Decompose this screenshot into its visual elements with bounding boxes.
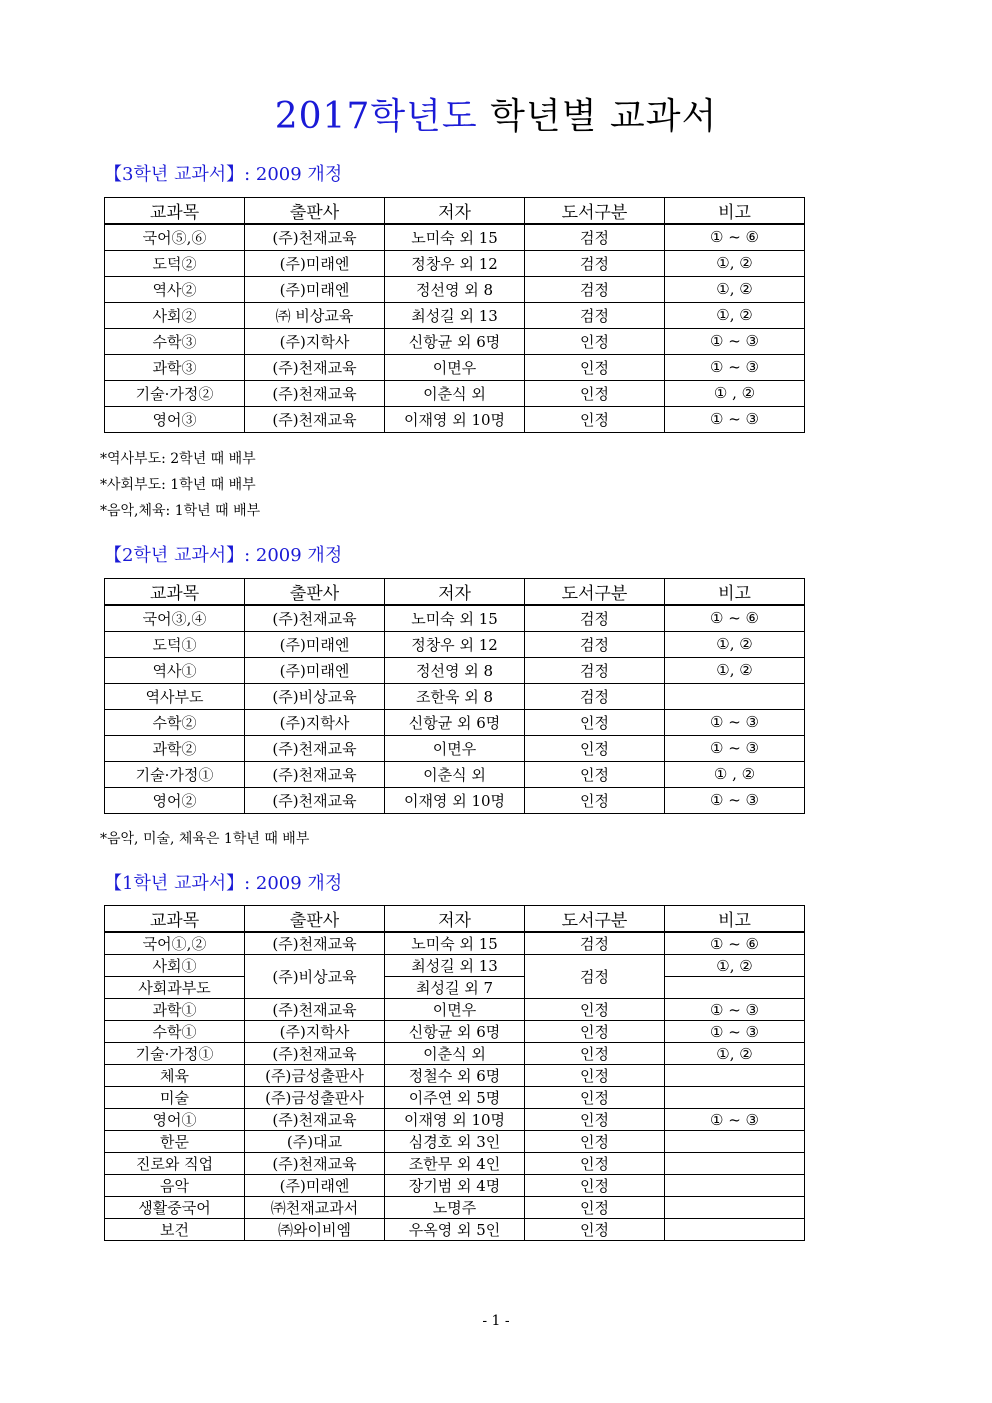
cell-publisher: (주)미래엔 [245, 631, 385, 657]
cell-remarks: ① ~ ⑥ [665, 224, 805, 250]
header-subject: 교과목 [105, 906, 245, 933]
cell-remarks [665, 977, 805, 999]
cell-publisher: (주)천재교육 [245, 605, 385, 631]
table-header-row [105, 906, 805, 933]
cell-subject: 사회① [105, 955, 245, 977]
cell-type: 인정 [525, 709, 665, 735]
cell-type: 인정 [525, 1065, 665, 1087]
cell-author: 노명주 [385, 1197, 525, 1219]
header-type: 도서구분 [525, 198, 665, 225]
header-publisher: 출판사 [245, 906, 385, 933]
table-row [105, 1043, 805, 1065]
cell-remarks: ① ~ ③ [665, 1021, 805, 1043]
header-subject: 교과목 [105, 198, 245, 225]
cell-author: 우옥영 외 5인 [385, 1219, 525, 1241]
table-row [105, 1197, 805, 1219]
cell-author: 이주연 외 5명 [385, 1087, 525, 1109]
cell-subject: 미술 [105, 1087, 245, 1109]
table-row [105, 977, 805, 999]
header-remarks: 비고 [665, 579, 805, 606]
header-publisher: 출판사 [245, 579, 385, 606]
cell-publisher: (주)비상교육 [245, 683, 385, 709]
header-type: 도서구분 [525, 579, 665, 606]
cell-remarks: ① ~ ③ [665, 406, 805, 432]
cell-remarks: ①, ② [665, 250, 805, 276]
cell-remarks: ① ~ ③ [665, 328, 805, 354]
cell-remarks: ①, ② [665, 302, 805, 328]
table-row [105, 302, 805, 328]
table-row [105, 1153, 805, 1175]
cell-publisher: (주)천재교육 [245, 1043, 385, 1065]
cell-publisher: (주)지학사 [245, 1021, 385, 1043]
cell-publisher: ㈜와이비엠 [245, 1219, 385, 1241]
table-row [105, 1131, 805, 1153]
cell-remarks [665, 1087, 805, 1109]
cell-subject: 기술·가정① [105, 761, 245, 787]
table-row [105, 250, 805, 276]
cell-publisher: (주)미래엔 [245, 657, 385, 683]
cell-subject: 과학① [105, 999, 245, 1021]
table-row [105, 1109, 805, 1131]
cell-author: 이면우 [385, 999, 525, 1021]
cell-publisher: ㈜천재교과서 [245, 1197, 385, 1219]
cell-publisher: (주)천재교육 [245, 932, 385, 955]
cell-author: 이면우 [385, 735, 525, 761]
table-header-row [105, 198, 805, 225]
header-subject: 교과목 [105, 579, 245, 606]
cell-author: 신항균 외 6명 [385, 1021, 525, 1043]
cell-author: 노미숙 외 15 [385, 605, 525, 631]
cell-subject: 생활중국어 [105, 1197, 245, 1219]
cell-subject: 사회과부도 [105, 977, 245, 999]
header-author: 저자 [385, 198, 525, 225]
cell-type: 검정 [525, 605, 665, 631]
table-row [105, 932, 805, 955]
cell-author: 정선영 외 8 [385, 276, 525, 302]
cell-publisher: (주)지학사 [245, 328, 385, 354]
cell-type: 인정 [525, 328, 665, 354]
cell-type: 인정 [525, 1153, 665, 1175]
table-row [105, 406, 805, 432]
title-rest: 학년별 교과서 [477, 96, 718, 137]
table-row [105, 955, 805, 977]
cell-author: 장기범 외 4명 [385, 1175, 525, 1197]
table-row [105, 683, 805, 709]
cell-remarks: ①, ② [665, 276, 805, 302]
cell-publisher: (주)천재교육 [245, 735, 385, 761]
cell-subject: 역사② [105, 276, 245, 302]
cell-publisher: (주)천재교육 [245, 380, 385, 406]
cell-subject: 영어② [105, 787, 245, 813]
cell-remarks: ① ~ ⑥ [665, 605, 805, 631]
cell-subject: 영어① [105, 1109, 245, 1131]
cell-remarks: ① ~ ③ [665, 354, 805, 380]
cell-type: 인정 [525, 735, 665, 761]
table-row [105, 1087, 805, 1109]
cell-type: 인정 [525, 1043, 665, 1065]
cell-subject: 기술·가정② [105, 380, 245, 406]
table-row [105, 224, 805, 250]
cell-publisher: (주)미래엔 [245, 250, 385, 276]
cell-remarks [665, 1131, 805, 1153]
table-row [105, 1219, 805, 1241]
cell-publisher: (주)비상교육 [245, 955, 385, 999]
cell-author: 노미숙 외 15 [385, 224, 525, 250]
cell-publisher: (주)미래엔 [245, 1175, 385, 1197]
header-author: 저자 [385, 579, 525, 606]
cell-author: 노미숙 외 15 [385, 932, 525, 955]
cell-subject: 사회② [105, 302, 245, 328]
cell-author: 최성길 외 7 [385, 977, 525, 999]
title-year: 2017학년도 [274, 96, 478, 137]
cell-author: 이면우 [385, 354, 525, 380]
cell-subject: 국어①,② [105, 932, 245, 955]
cell-publisher: (주)천재교육 [245, 224, 385, 250]
table-row [105, 709, 805, 735]
table-row [105, 657, 805, 683]
cell-remarks: ① ~ ③ [665, 999, 805, 1021]
cell-author: 이춘식 외 [385, 761, 525, 787]
cell-remarks: ① ~ ③ [665, 1109, 805, 1131]
cell-type: 인정 [525, 999, 665, 1021]
cell-remarks: ①, ② [665, 1043, 805, 1065]
table-row [105, 605, 805, 631]
cell-remarks: ① , ② [665, 380, 805, 406]
cell-type: 검정 [525, 631, 665, 657]
page-title [0, 88, 992, 139]
cell-subject: 보건 [105, 1219, 245, 1241]
cell-type: 인정 [525, 761, 665, 787]
cell-remarks: ①, ② [665, 657, 805, 683]
page-number: - 1 - [482, 1313, 510, 1329]
cell-remarks: ①, ② [665, 631, 805, 657]
cell-type: 검정 [525, 276, 665, 302]
cell-subject: 수학② [105, 709, 245, 735]
cell-type: 검정 [525, 657, 665, 683]
cell-remarks [665, 1065, 805, 1087]
grade3-note: *사회부도: 1학년 때 배부 [100, 477, 256, 493]
cell-publisher: (주)금성출판사 [245, 1065, 385, 1087]
grade1-table [104, 905, 805, 1241]
table-row [105, 380, 805, 406]
cell-author: 신항균 외 6명 [385, 709, 525, 735]
cell-subject: 체육 [105, 1065, 245, 1087]
cell-type: 인정 [525, 1219, 665, 1241]
header-type: 도서구분 [525, 906, 665, 933]
cell-subject: 진로와 직업 [105, 1153, 245, 1175]
cell-subject: 영어③ [105, 406, 245, 432]
grade3-note: *역사부도: 2학년 때 배부 [100, 451, 256, 467]
table-row [105, 1021, 805, 1043]
cell-type: 검정 [525, 250, 665, 276]
cell-type: 검정 [525, 224, 665, 250]
cell-remarks: ① ~ ③ [665, 709, 805, 735]
table-row [105, 999, 805, 1021]
cell-publisher: (주)천재교육 [245, 354, 385, 380]
cell-type: 인정 [525, 1131, 665, 1153]
cell-type: 검정 [525, 683, 665, 709]
cell-subject: 음악 [105, 1175, 245, 1197]
cell-remarks: ① ~ ③ [665, 735, 805, 761]
cell-remarks [665, 1197, 805, 1219]
cell-type: 인정 [525, 1021, 665, 1043]
grade3-heading: 【3학년 교과서】: 2009 개정 [104, 164, 343, 185]
cell-author: 이재영 외 10명 [385, 1109, 525, 1131]
cell-author: 조한무 외 4인 [385, 1153, 525, 1175]
table-header-row [105, 579, 805, 606]
table-row [105, 276, 805, 302]
cell-publisher: (주)천재교육 [245, 406, 385, 432]
cell-subject: 국어③,④ [105, 605, 245, 631]
table-row [105, 354, 805, 380]
table-row [105, 631, 805, 657]
cell-subject: 도덕① [105, 631, 245, 657]
cell-author: 신항균 외 6명 [385, 328, 525, 354]
cell-remarks [665, 1153, 805, 1175]
grade2-heading: 【2학년 교과서】: 2009 개정 [104, 545, 343, 566]
table-row [105, 328, 805, 354]
cell-type: 인정 [525, 354, 665, 380]
table-row [105, 1175, 805, 1197]
cell-type: 검정 [525, 932, 665, 955]
cell-type: 인정 [525, 1197, 665, 1219]
cell-remarks [665, 1219, 805, 1241]
cell-subject: 과학③ [105, 354, 245, 380]
cell-remarks [665, 683, 805, 709]
cell-type: 인정 [525, 787, 665, 813]
cell-subject: 기술·가정① [105, 1043, 245, 1065]
cell-publisher: (주)천재교육 [245, 1109, 385, 1131]
cell-remarks: ① ~ ⑥ [665, 932, 805, 955]
cell-publisher: (주)지학사 [245, 709, 385, 735]
grade2-note: *음악, 미술, 체육은 1학년 때 배부 [100, 831, 310, 847]
cell-author: 이재영 외 10명 [385, 787, 525, 813]
cell-author: 이춘식 외 [385, 1043, 525, 1065]
cell-subject: 국어⑤,⑥ [105, 224, 245, 250]
cell-type: 인정 [525, 1087, 665, 1109]
cell-subject: 한문 [105, 1131, 245, 1153]
cell-subject: 수학① [105, 1021, 245, 1043]
cell-author: 조한욱 외 8 [385, 683, 525, 709]
cell-remarks [665, 1175, 805, 1197]
header-author: 저자 [385, 906, 525, 933]
cell-author: 심경호 외 3인 [385, 1131, 525, 1153]
header-remarks: 비고 [665, 906, 805, 933]
cell-author: 최성길 외 13 [385, 302, 525, 328]
cell-subject: 역사부도 [105, 683, 245, 709]
cell-remarks: ① , ② [665, 761, 805, 787]
cell-subject: 역사① [105, 657, 245, 683]
table-row [105, 787, 805, 813]
cell-author: 최성길 외 13 [385, 955, 525, 977]
header-publisher: 출판사 [245, 198, 385, 225]
cell-type: 검정 [525, 302, 665, 328]
cell-author: 정철수 외 6명 [385, 1065, 525, 1087]
cell-publisher: (주)천재교육 [245, 999, 385, 1021]
grade2-table [104, 578, 805, 814]
cell-subject: 과학② [105, 735, 245, 761]
table-row [105, 735, 805, 761]
cell-publisher: (주)대교 [245, 1131, 385, 1153]
grade1-heading: 【1학년 교과서】: 2009 개정 [104, 873, 343, 894]
header-remarks: 비고 [665, 198, 805, 225]
cell-subject: 수학③ [105, 328, 245, 354]
cell-type: 인정 [525, 380, 665, 406]
cell-author: 정창우 외 12 [385, 250, 525, 276]
cell-type: 인정 [525, 1175, 665, 1197]
cell-type: 인정 [525, 1109, 665, 1131]
grade3-table [104, 197, 805, 433]
cell-publisher: (주)천재교육 [245, 761, 385, 787]
cell-publisher: ㈜ 비상교육 [245, 302, 385, 328]
grade3-note: *음악,체육: 1학년 때 배부 [100, 503, 261, 519]
cell-remarks: ①, ② [665, 955, 805, 977]
cell-type: 검정 [525, 955, 665, 999]
table-row [105, 761, 805, 787]
cell-author: 이재영 외 10명 [385, 406, 525, 432]
cell-author: 이춘식 외 [385, 380, 525, 406]
cell-publisher: (주)천재교육 [245, 787, 385, 813]
cell-publisher: (주)금성출판사 [245, 1087, 385, 1109]
cell-publisher: (주)천재교육 [245, 1153, 385, 1175]
cell-type: 인정 [525, 406, 665, 432]
table-row [105, 1065, 805, 1087]
cell-author: 정창우 외 12 [385, 631, 525, 657]
cell-remarks: ① ~ ③ [665, 787, 805, 813]
cell-subject: 도덕② [105, 250, 245, 276]
cell-publisher: (주)미래엔 [245, 276, 385, 302]
cell-author: 정선영 외 8 [385, 657, 525, 683]
